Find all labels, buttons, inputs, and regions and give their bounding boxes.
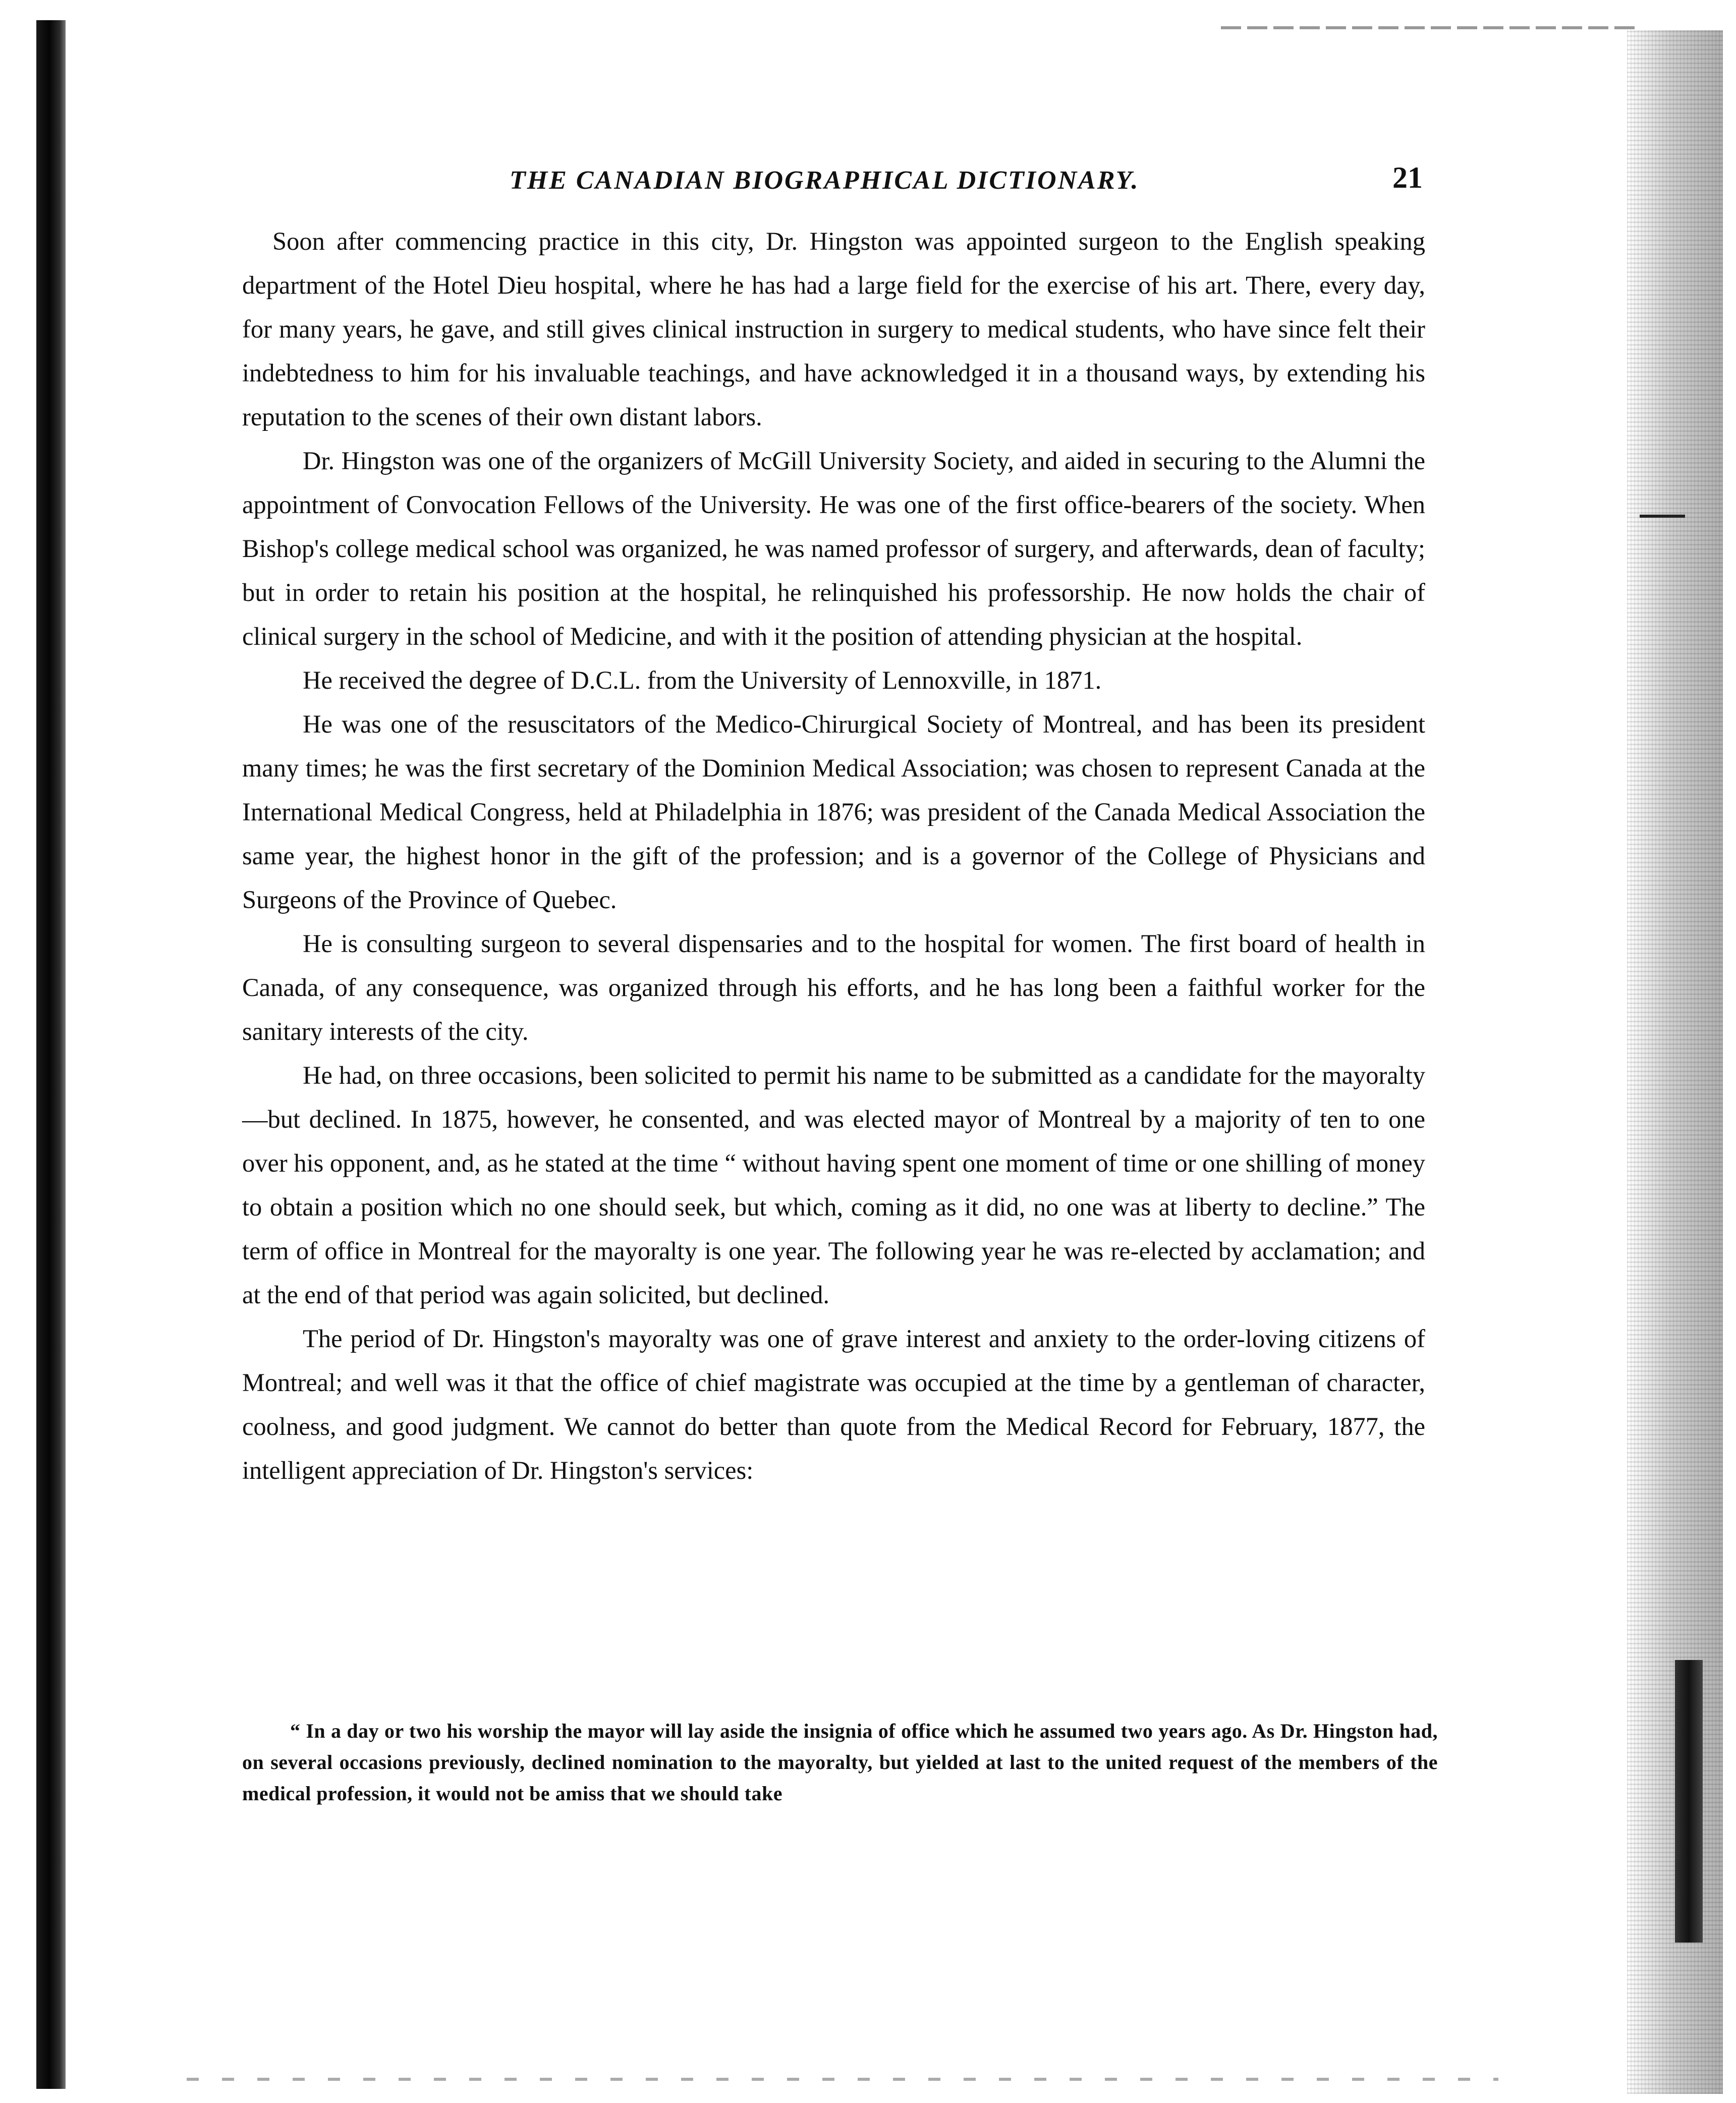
page-number: 21 xyxy=(1392,161,1423,194)
margin-tick-mark xyxy=(1640,515,1685,518)
paragraph-consulting-surgeon: He is consulting surgeon to several dispensaries and to the hospital for women. The first board of health in Canada, of any consequence, was organized through his efforts, and he has long been a faithful worker for the sanitary interests of the city. xyxy=(242,929,1425,1045)
running-head: THE CANADIAN BIOGRAPHICAL DICTIONARY. xyxy=(510,166,1140,195)
top-scan-rule xyxy=(1221,26,1635,29)
bottom-scan-rule xyxy=(187,2078,1498,2081)
paragraph-mayoralty-election: He had, on three occasions, been solicited to permit his name to be submitted as a candidate for the mayoralty—but declined. In 1875, however, he consented, and was elected mayor of Montreal by a majority of ten to one over his opponent, and, as he stated at the time “ without having spent one moment of time or one shilling of money to obtain a position which no one should seek, but which, coming as it did, no one was at liberty to decline.” The term of office in Montreal for the mayoralty is one year. The following year he was re-elected by acclamation; and at the end of that period was again solicited, but declined. xyxy=(242,1061,1425,1309)
paragraph-mcgill-society: Dr. Hingston was one of the organizers of McGill University Society, and aided in securing to the Alumni the appointment of Convocation Fellows of the University. He was one of the first office-bearers of the society. When Bishop's college medical school was organized, he was named professor of surgery, and afterwards, dean of faculty; but in order to retain his position at the hospital, he relinquished his professorship. He now holds the chair of clinical surgery in the school of Medicine, and with it the position of attending physician at the hospital. xyxy=(242,447,1425,650)
paragraph-hotel-dieu: Soon after commencing practice in this city, Dr. Hingston was appointed surgeon to the English speaking department of the Hotel Dieu hospital, where he has had a large field for the exercise of his art. There, every day, for many years, he gave, and still gives clinical instruction in surgery to medical students, who have since felt their indebtedness to him for his invaluable teachings, and have acknowledged it in a thousand ways, by extending his reputation to the scenes of their own distant labors. xyxy=(242,227,1425,431)
medical-record-quote: “ In a day or two his worship the mayor will lay aside the insignia of office which he assumed two years ago. As Dr. Hingston had, on several occasions previously, declined nomination to the mayoralty, but yielded at last to the united request of the members of the medical profession, it would not be amiss that we should take xyxy=(242,1720,1438,1805)
body-text xyxy=(242,219,1425,1492)
page-edge-dark-band xyxy=(1675,1660,1703,1943)
page-binding-shadow xyxy=(36,20,66,2089)
paragraph-medical-societies: He was one of the resuscitators of the Medico-Chirurgical Society of Montreal, and has been its president many times; he was the first secretary of the Dominion Medical Association; was chosen to represent Canada at the International Medical Congress, held at Philadelphia in 1876; was president of the Canada Medical Association the same year, the highest honor in the gift of the profession; and is a governor of the College of Physicians and Surgeons of the Province of Quebec. xyxy=(242,710,1425,914)
paragraph-mayoralty-period: The period of Dr. Hingston's mayoralty was one of grave interest and anxiety to the order-loving citizens of Montreal; and well was it that the office of chief magistrate was occupied at the time by a gentleman of character, coolness, and good judgment. We cannot do better than quote from the Medical Record for February, 1877, the intelligent appreciation of Dr. Hingston's services: xyxy=(242,1324,1425,1484)
paragraph-dcl-degree: He received the degree of D.C.L. from the University of Lennoxville, in 1871. xyxy=(303,666,1102,694)
